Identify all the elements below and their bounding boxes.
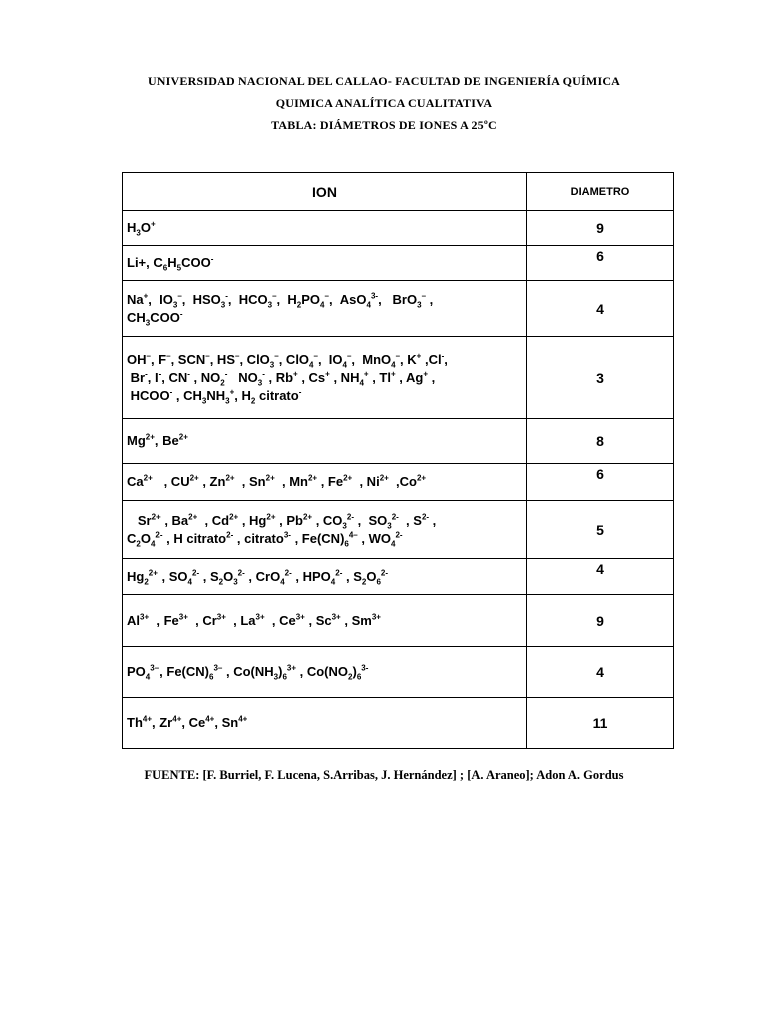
- table-row: [123, 281, 674, 337]
- diameter-cell: 5: [527, 501, 674, 559]
- diameter-cell: 9: [527, 595, 674, 647]
- ion-cell: OH–, F–, SCN–, HS–, ClO$_3$–, ClO$_4$–, $IO_4^-$, MnO$_4$–, K+ ,Cl-, Br-, I-, CN- , $NO_2^-$ $NO_3^-$ , Rb+ , Cs+ , $NH_4^+$ , Tl+ , Ag+ , HCOO- , $CH_3NH_3^+$, $H_2$ citrato-: [123, 337, 527, 419]
- diameter-cell: 9: [527, 211, 674, 246]
- ion-cell: Li+, $C_6H_5COO^-$: [123, 246, 527, 281]
- diameter-cell: 4: [527, 559, 674, 595]
- diameter-cell: 3: [527, 337, 674, 419]
- document-header: [0, 70, 768, 136]
- table-row: [123, 337, 674, 419]
- table-row: [123, 698, 674, 749]
- table-row: [123, 246, 674, 281]
- ion-cell: $Mg^{2+}$, $Be^{2+}$: [123, 419, 527, 464]
- table-row: [123, 464, 674, 501]
- column-header-diametro: DIAMETRO: [527, 173, 674, 211]
- table-body: [123, 211, 674, 749]
- column-header-ion: ION: [123, 173, 527, 211]
- ion-cell: $Hg_2^{2+}$ , $SO_4^{2-}$ , $S_2O_3^{2-}$ , CrO$_4^{2-}$ , $HPO_4^{2-}$ , $S_2O_6^{2-}$: [123, 559, 527, 595]
- ion-cell: $Al^{3+}$ , $Fe^{3+}$ , $Cr^{3+}$ , $La^{3+}$ , $Ce^{3+}$ , $Sc^{3+}$ , $Sm^{3+}$: [123, 595, 527, 647]
- table-row: [123, 419, 674, 464]
- ion-cell: $H_3O^+$: [123, 211, 527, 246]
- table-header-row: [123, 173, 674, 211]
- diameter-cell: 6: [527, 464, 674, 501]
- table-row: [123, 595, 674, 647]
- diameter-cell: 4: [527, 647, 674, 698]
- diameter-cell: 8: [527, 419, 674, 464]
- university-title: UNIVERSIDAD NACIONAL DEL CALLAO- FACULTAD DE INGENIERÍA QUÍMICA: [147, 74, 621, 88]
- ion-cell: Na+, $IO_3^-$, $HSO_3^-$, $HCO_3^-$, $H_2PO_4^-$, AsO$_4^{3-}$, BrO$_3$– , $CH_3COO^-$: [123, 281, 527, 337]
- diameter-cell: 6: [527, 246, 674, 281]
- course-title: QUIMICA ANALÍTICA CUALITATIVA: [275, 96, 493, 110]
- diameter-cell: 4: [527, 281, 674, 337]
- ion-cell: $Ca^{2+}$ , $CU^{2+}$ , $Zn^{2+}$ , $Sn^{2+}$ , $Mn^{2+}$ , $Fe^{2+}$ , $Ni^{2+}$ $,Co^{2+}$: [123, 464, 527, 501]
- diameter-cell: 11: [527, 698, 674, 749]
- table-row: [123, 501, 674, 559]
- ion-diameter-table: [122, 172, 674, 749]
- ion-cell: $Sr^{2+}$ , $Ba^{2+}$ , $Cd^{2+}$ , $Hg^{2+}$ , $Pb^{2+}$ , $CO_3^{2-}$ , $SO_3^{2-}$ , $S^{2-}$ , $C_2O_4^{2-}$ , H citrato$^{2-}$ , citrato$^{3-}$ , $Fe(CN)_6^{4-}$ , $WO_4^{2-}$: [123, 501, 527, 559]
- table-row: [123, 559, 674, 595]
- ion-cell: $PO_4^{3-}$, $Fe(CN)_6^{3-}$ , $Co(NH_3)_6^{3+}$ , $Co(NO_2)_6^{3-}$: [123, 647, 527, 698]
- table-row: [123, 647, 674, 698]
- ion-cell: $Th^{4+}$, $Zr^{4+}$, $Ce^{4+}$, $Sn^{4+}$: [123, 698, 527, 749]
- source-footer: FUENTE: [F. Burriel, F. Lucena, S.Arribas, J. Hernández] ; [A. Araneo]; Adon A. Gordus: [144, 768, 624, 782]
- table-title: TABLA: DIÁMETROS DE IONES A 25ºC: [271, 118, 497, 132]
- table-row: [123, 211, 674, 246]
